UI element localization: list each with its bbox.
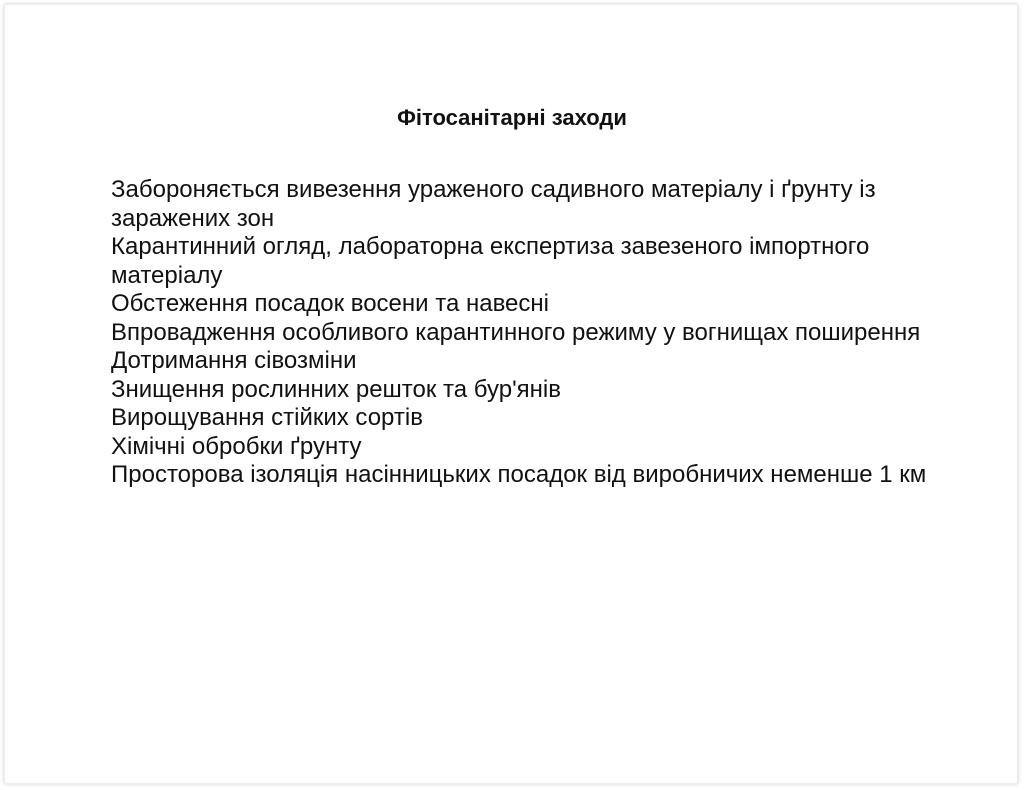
list-item: Обстеження посадок восени та навесні: [111, 290, 549, 317]
list-item: Просторова ізоляція насінницьких посадок від виробничих неменше 1 км: [111, 461, 927, 488]
list-item: Забороняється вивезення ураженого садивного матеріалу і ґрунту із заражених зон: [111, 176, 876, 232]
slide: [4, 4, 1018, 784]
list-item: Вирощування стійких сортів: [111, 404, 423, 431]
list-item: Впровадження особливого карантинного режиму у вогнищах поширення: [111, 318, 921, 346]
list-item: Хімічні обробки ґрунту: [111, 432, 362, 460]
measures-list: [111, 176, 931, 490]
list-item: Знищення рослинних решток та бур'янів: [111, 375, 561, 403]
slide-title: Фітосанітарні заходи: [397, 105, 627, 130]
list-item: Дотримання сівозміни: [111, 347, 357, 374]
list-item: Карантинний огляд, лабораторна експертиза завезеного імпортного матеріалу: [111, 233, 870, 289]
